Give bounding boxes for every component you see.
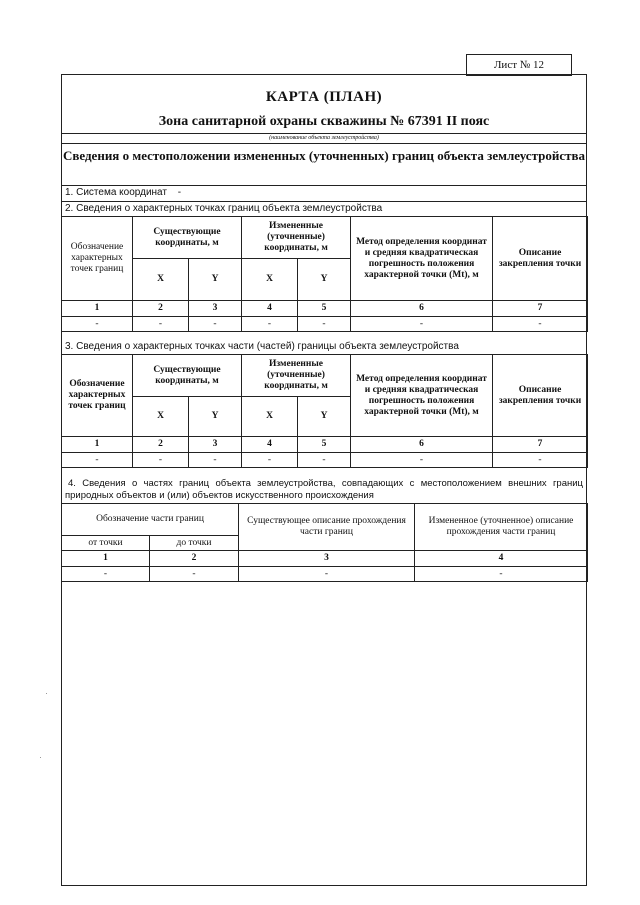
header-description: Описание закрепления точки — [493, 355, 588, 437]
header-existing-coords: Существующие координаты, м — [133, 355, 242, 397]
header-point: Обозначение характерных точек границ — [62, 217, 133, 301]
header-method: Метод определения координат и средняя квадратическая погрешность положения характерной точки (Mt), м — [351, 355, 493, 437]
column-number: 6 — [351, 301, 493, 317]
coordinate-system-label: 1. Система координат — [65, 187, 167, 198]
section-heading: Сведения о местоположении измененных (уточненных) границ объекта землеустройства — [62, 148, 586, 163]
coordinate-system-line — [65, 187, 181, 199]
header-to-point: до точки — [150, 536, 239, 551]
table-cell: - — [351, 453, 493, 468]
header-x: X — [133, 397, 189, 437]
column-numbers-row — [62, 437, 588, 453]
header-boundary-part: Обозначение части границ — [62, 504, 239, 536]
column-number: 6 — [351, 437, 493, 453]
header-from-point: от точки — [62, 536, 150, 551]
header-description: Описание закрепления точки — [493, 217, 588, 301]
column-number: 3 — [189, 301, 242, 317]
column-number: 5 — [298, 437, 351, 453]
points-table-3 — [61, 354, 588, 468]
column-number: 4 — [242, 301, 298, 317]
table-cell: - — [239, 567, 415, 582]
column-number: 4 — [242, 437, 298, 453]
header-changed-coords: Измененные (уточненные) координаты, м — [242, 355, 351, 397]
header-x: X — [242, 259, 298, 301]
table-cell: - — [242, 317, 298, 332]
table-row — [62, 453, 588, 468]
header-existing-coords: Существующие координаты, м — [133, 217, 242, 259]
table-cell: - — [189, 453, 242, 468]
table-cell: - — [351, 317, 493, 332]
header-y: Y — [189, 259, 242, 301]
column-number: 2 — [133, 437, 189, 453]
section3-label: 3. Сведения о характерных точках части (частей) границы объекта землеустройства — [65, 341, 459, 352]
scan-speck — [40, 757, 41, 758]
header-changed-coords: Измененные (уточненные) координаты, м — [242, 217, 351, 259]
column-number: 5 — [298, 301, 351, 317]
column-numbers-row — [62, 301, 588, 317]
document-frame — [61, 74, 587, 886]
divider — [62, 143, 586, 144]
table-cell: - — [62, 453, 133, 468]
table-cell: - — [150, 567, 239, 582]
table-cell: - — [62, 567, 150, 582]
table-row — [62, 567, 588, 582]
table-cell: - — [133, 317, 189, 332]
column-number: 1 — [62, 301, 133, 317]
column-number: 3 — [189, 437, 242, 453]
sheet-number: Лист № 12 — [466, 54, 572, 76]
table-cell: - — [298, 317, 351, 332]
header-x: X — [133, 259, 189, 301]
header-method: Метод определения координат и средняя квадратическая погрешность положения характерной точки (Mt), м — [351, 217, 493, 301]
divider — [62, 201, 586, 202]
header-y: Y — [298, 397, 351, 437]
table-row — [62, 317, 588, 332]
column-number: 4 — [415, 551, 588, 567]
column-number: 2 — [150, 551, 239, 567]
scan-speck — [46, 693, 47, 694]
column-numbers-row — [62, 551, 588, 567]
column-number: 1 — [62, 437, 133, 453]
section2-label: 2. Сведения о характерных точках границ объекта землеустройства — [65, 203, 383, 214]
page-title: КАРТА (ПЛАН) — [265, 89, 383, 105]
points-table-2 — [61, 216, 588, 332]
header-y: Y — [189, 397, 242, 437]
column-number: 7 — [493, 301, 588, 317]
boundary-parts-table — [61, 503, 588, 582]
subtitle-caption: (наименование объекта землеустройства) — [269, 135, 379, 141]
column-number: 1 — [62, 551, 150, 567]
header-x: X — [242, 397, 298, 437]
column-number: 3 — [239, 551, 415, 567]
coordinate-system-value: - — [177, 187, 182, 198]
page-subtitle: Зона санитарной охраны скважины № 67391 II пояс — [158, 114, 490, 129]
table-cell: - — [133, 453, 189, 468]
table-cell: - — [415, 567, 588, 582]
header-changed-description: Измененное (уточненное) описание прохождения части границ — [415, 504, 588, 551]
section4-label: 4. Сведения о частях границ объекта землеустройства, совпадающих с местоположением внешних границ природных объектов и (или) объектов искусственного происхождения — [65, 478, 583, 501]
header-point: Обозначение характерных точек границ — [62, 355, 133, 437]
table-cell: - — [298, 453, 351, 468]
table-cell: - — [242, 453, 298, 468]
header-y: Y — [298, 259, 351, 301]
column-number: 7 — [493, 437, 588, 453]
table-cell: - — [493, 317, 588, 332]
divider — [62, 185, 586, 186]
column-number: 2 — [133, 301, 189, 317]
table-cell: - — [62, 317, 133, 332]
table-cell: - — [493, 453, 588, 468]
table-cell: - — [189, 317, 242, 332]
header-existing-description: Существующее описание прохождения части границ — [239, 504, 415, 551]
